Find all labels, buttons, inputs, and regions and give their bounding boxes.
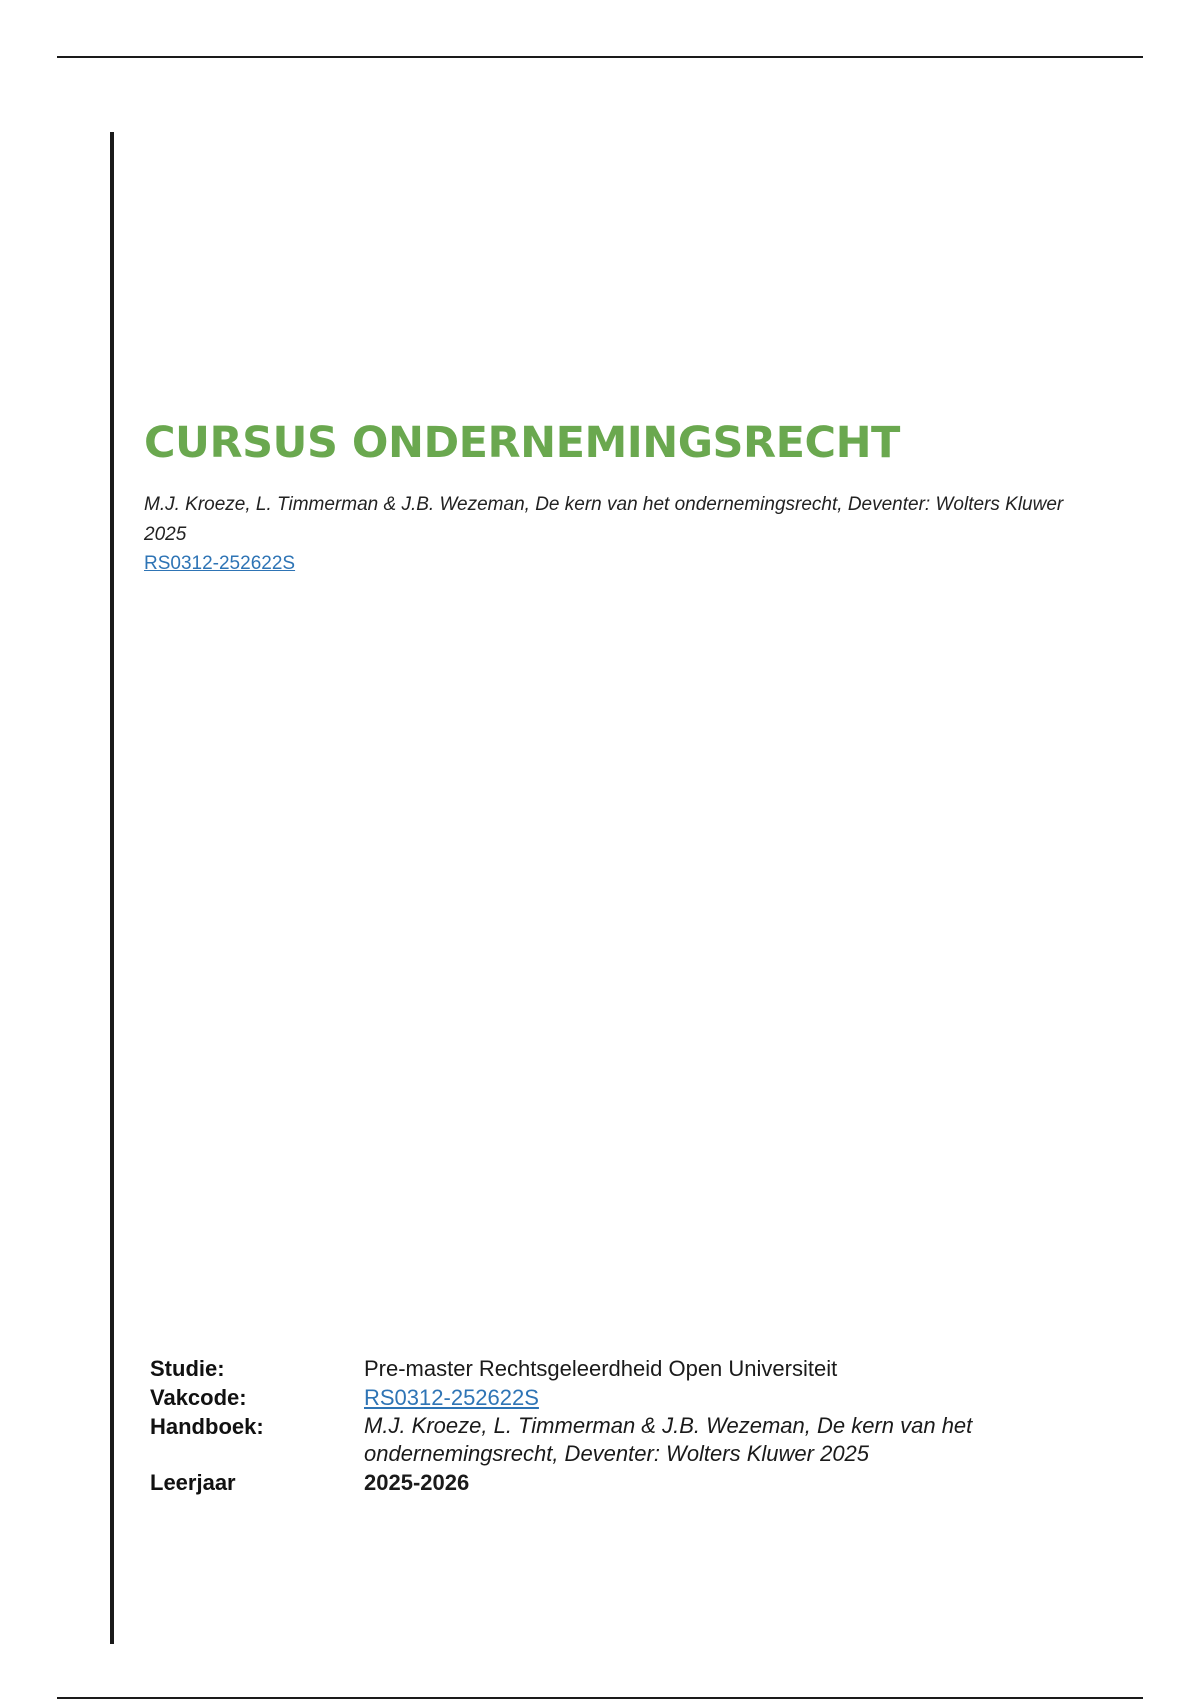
info-row-studie [150,1354,1100,1383]
info-row-leerjaar [150,1468,1100,1497]
document-subtitle: M.J. Kroeze, L. Timmerman & J.B. Wezeman, De kern van het ondernemingsrecht, Deventer: Wolters Kluwer 2025 [144,494,1064,545]
studie-label: Studie: [150,1356,225,1381]
info-row-vakcode [150,1383,1100,1412]
document-title: CURSUS ONDERNEMINGSRECHT [144,418,900,468]
leerjaar-label: Leerjaar [150,1470,236,1495]
vakcode-value-cell [364,1383,1100,1412]
leerjaar-value: 2025-2026 [364,1470,470,1495]
handboek-label: Handboek: [150,1414,264,1439]
vakcode-link[interactable]: RS0312-252622S [364,1385,539,1410]
info-row-handboek [150,1412,1100,1468]
course-info-table [150,1354,1100,1497]
course-code-link[interactable]: RS0312-252622S [144,553,296,574]
handboek-value: M.J. Kroeze, L. Timmerman & J.B. Wezeman, De kern van het ondernemingsrecht, Deventer: Wolters Kluwer 2025 [364,1413,973,1466]
footer-rule [57,1697,1143,1699]
vakcode-label: Vakcode: [150,1385,247,1410]
left-margin-bar [110,132,114,1644]
header-rule [57,56,1143,58]
studie-value: Pre-master Rechtsgeleerdheid Open Universiteit [364,1356,838,1381]
